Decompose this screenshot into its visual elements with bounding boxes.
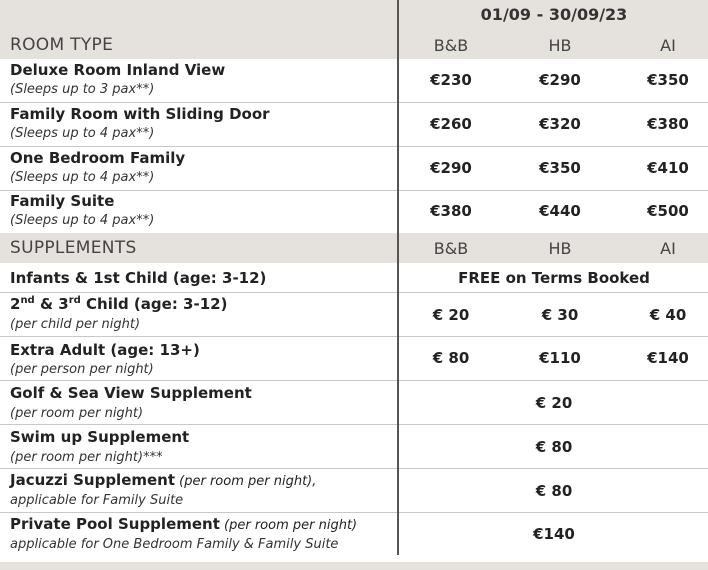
price-ai: €410 bbox=[647, 159, 689, 177]
price-hb: €440 bbox=[539, 202, 581, 220]
col-ai-header: AI bbox=[660, 239, 676, 258]
supplement-note: applicable for Family Suite bbox=[10, 493, 184, 508]
price-bb: €290 bbox=[430, 159, 472, 177]
room-type-header-row bbox=[0, 32, 708, 59]
supplement-name: Extra Adult (age: 13+) bbox=[10, 341, 200, 359]
supplement-note: (per child per night) bbox=[10, 317, 141, 332]
supplement-name: Golf & Sea View Supplement bbox=[10, 384, 252, 402]
price-hb: €290 bbox=[539, 71, 581, 89]
price-ai: €140 bbox=[647, 349, 689, 367]
date-header-row bbox=[0, 0, 708, 32]
table-row bbox=[0, 59, 708, 103]
price-bb: €260 bbox=[430, 115, 472, 133]
supplement-note: (per person per night) bbox=[10, 362, 154, 377]
free-value: FREE on Terms Booked bbox=[458, 269, 650, 287]
col-hb-header: HB bbox=[548, 36, 572, 55]
supplement-value: €140 bbox=[533, 525, 575, 543]
table-row bbox=[0, 381, 708, 425]
col-bb-header: B&B bbox=[433, 36, 469, 55]
price-bb: € 80 bbox=[432, 349, 470, 367]
bottom-strip bbox=[0, 562, 708, 570]
supplement-name: Infants & 1st Child (age: 3-12) bbox=[10, 269, 267, 287]
price-hb: €350 bbox=[539, 159, 581, 177]
supplements-label: SUPPLEMENTS bbox=[10, 238, 137, 258]
column-divider bbox=[397, 0, 399, 555]
table-row bbox=[0, 263, 708, 293]
room-note: (Sleeps up to 4 pax**) bbox=[10, 213, 155, 228]
price-hb: €320 bbox=[539, 115, 581, 133]
col-hb-header: HB bbox=[548, 239, 572, 258]
col-bb-header: B&B bbox=[433, 239, 469, 258]
table-row bbox=[0, 425, 708, 469]
room-note: (Sleeps up to 3 pax**) bbox=[10, 82, 155, 97]
room-name: Family Suite bbox=[10, 192, 115, 210]
room-name: Deluxe Room Inland View bbox=[10, 61, 226, 79]
table-row bbox=[0, 191, 708, 233]
supplement-name: Private Pool Supplement (per room per night) bbox=[10, 515, 358, 533]
table-row bbox=[0, 513, 708, 557]
price-hb: € 30 bbox=[541, 306, 579, 324]
supplements-header-row bbox=[0, 233, 708, 263]
price-ai: €380 bbox=[647, 115, 689, 133]
room-note: (Sleeps up to 4 pax**) bbox=[10, 126, 155, 141]
price-bb: €230 bbox=[430, 71, 472, 89]
price-hb: €110 bbox=[539, 349, 581, 367]
price-bb: € 20 bbox=[432, 306, 470, 324]
supplement-value: € 80 bbox=[535, 482, 573, 500]
price-ai: €350 bbox=[647, 71, 689, 89]
supplement-name: 2nd & 3rd Child (age: 3-12) bbox=[10, 295, 228, 313]
price-ai: € 40 bbox=[649, 306, 687, 324]
room-name: Family Room with Sliding Door bbox=[10, 105, 270, 123]
table-row bbox=[0, 469, 708, 513]
room-type-label: ROOM TYPE bbox=[10, 35, 114, 55]
supplement-note: applicable for One Bedroom Family & Family Suite bbox=[10, 537, 339, 552]
room-note: (Sleeps up to 4 pax**) bbox=[10, 170, 155, 185]
supplement-value: € 80 bbox=[535, 438, 573, 456]
date-range: 01/09 - 30/09/23 bbox=[480, 5, 628, 24]
supplement-value: € 20 bbox=[535, 394, 573, 412]
room-name: One Bedroom Family bbox=[10, 149, 186, 167]
supplement-note: (per room per night)*** bbox=[10, 450, 163, 465]
supplement-note: (per room per night) bbox=[10, 406, 144, 421]
table-row bbox=[0, 293, 708, 337]
table-row bbox=[0, 337, 708, 381]
col-ai-header: AI bbox=[660, 36, 676, 55]
table-row bbox=[0, 147, 708, 191]
price-ai: €500 bbox=[647, 202, 689, 220]
price-bb: €380 bbox=[430, 202, 472, 220]
supplement-name: Swim up Supplement bbox=[10, 428, 190, 446]
table-row bbox=[0, 103, 708, 147]
supplement-name: Jacuzzi Supplement (per room per night), bbox=[10, 471, 317, 489]
